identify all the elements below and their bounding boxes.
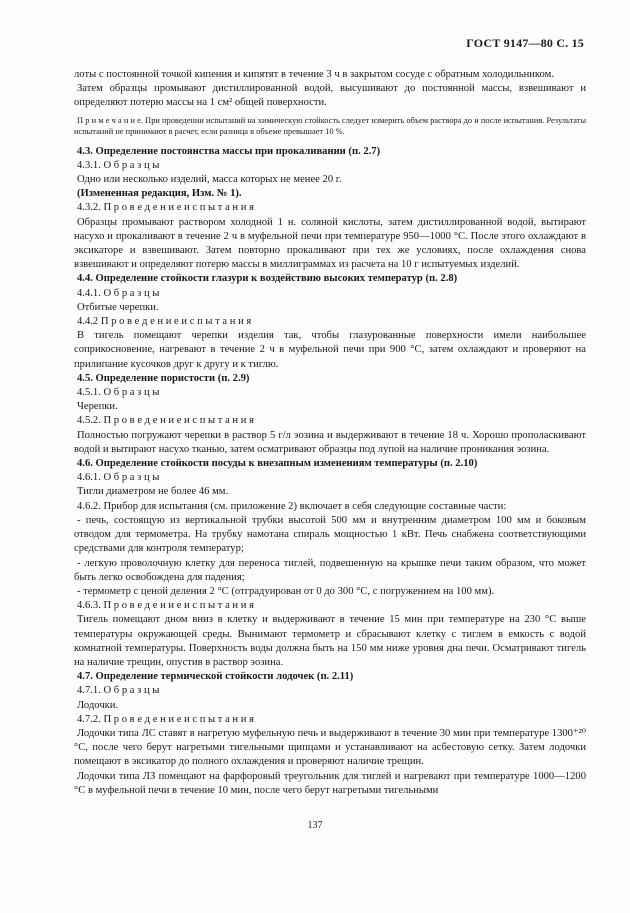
- paragraph: Одно или несколько изделий, масса которых не менее 20 г.: [77, 174, 342, 186]
- paragraph: В тигель помещают черепки изделия так, чтобы глазурованные поверхности имели наибольшее соприкосновение, нагревают в течение 2 ч в муфельной печи при 900 °С, затем охлаждают и проверяют на прилипание кусочков друг к другу и к тиглю.: [74, 330, 586, 370]
- paragraph: 4.7.1. О б р а з ц ы: [77, 685, 160, 697]
- paragraph: 4.6.3. П р о в е д е н и е и с п ы т а н и я: [77, 600, 254, 612]
- paragraph: - термометр с ценой деления 2 °С (отградуирован от 0 до 300 °С, с погружением на 100 мм).: [77, 585, 495, 597]
- paragraph: Отбитые черепки.: [77, 301, 159, 313]
- paragraph: 4.5. Определение пористости (п. 2.9): [77, 372, 250, 384]
- paragraph: П р и м е ч а н и е. При проведении испытаний на химическую стойкость следует измерить объем раствора до и после испытания. Результаты испытаний не принимают в расчет, если разница в объеме превышает 10 %.: [74, 115, 586, 136]
- paragraph: 4.7.2. П р о в е д е н и е и с п ы т а н и я: [77, 713, 254, 725]
- paragraph: 4.6.2. Прибор для испытания (см. приложение 2) включает в себя следующие составные части:: [77, 500, 507, 512]
- paragraph: Черепки.: [77, 401, 118, 413]
- paragraph: Тигель помещают дном вниз в клетку и выдерживают в течение 15 мин при температуре на 230 °С выше температуры окружающей среды. Вынимают термометр и сбрасывают клетку с тиглем в емкость с водой комнатной температуры. Поверхность воды должна быть на 150 мм ниже уровня дна печи. Осматривают тигель на наличие трещин, опустив в раствор эозина.: [74, 614, 586, 668]
- paragraph: - легкую проволочную клетку для переноса тиглей, подвешенную на крышке печи таким образом, что может быть легко освобождена для падения;: [74, 557, 586, 583]
- paragraph: 4.6. Определение стойкости посуды к внезапным изменениям температуры (п. 2.10): [77, 458, 478, 470]
- paragraph: Лодочки типа ЛС ставят в нагретую муфельную печь и выдерживают в течение 30 мин при температуре 1300⁺²⁰ °С, после чего берут нагретыми тигельными щипцами и устанавливают на асбестовую сетку. Затем лодочки помещают в эксикатор до полного охлаждения и проверяют наличие трещин.: [74, 727, 586, 768]
- paragraph: Полностью погружают черепки в раствор 5 г/л эозина и выдерживают в течение 18 ч. Хорошо прополаскивают водой и вытирают насухо тканью, затем осматривают образцы под лупой на наличие проникания эозина.: [74, 429, 586, 455]
- paragraph: 4.7. Определение термической стойкости лодочек (п. 2.11): [77, 671, 354, 683]
- paragraph: 4.4.2 П р о в е д е н и е и с п ы т а н и я: [77, 316, 252, 328]
- paragraph: 4.3. Определение постоянства массы при прокаливании (п. 2.7): [77, 145, 381, 157]
- page-header: ГОСТ 9147—80 С. 15: [466, 36, 584, 50]
- paragraph: 4.5.2. П р о в е д е н и е и с п ы т а н и я: [77, 415, 254, 427]
- paragraph: - печь, состоящую из вертикальной трубки высотой 500 мм и внутренним диаметром 100 мм и боковым отводом для термометра. На трубку намотана спираль мощностью 1 кВт. Печь снабжена соответствующими средствами для контроля температур;: [74, 514, 586, 555]
- paragraph: 4.6.1. О б р а з ц ы: [77, 472, 160, 484]
- paragraph: Лодочки.: [77, 699, 119, 711]
- paragraph: 4.3.2. П р о в е д е н и е и с п ы т а н и я: [77, 202, 254, 214]
- paragraph: лоты с постоянной точкой кипения и кипятят в течение 3 ч в закрытом сосуде с обратным холодильником.: [74, 69, 554, 80]
- paragraph: 4.4. Определение стойкости глазури к воздействию высоких температур (п. 2.8): [77, 273, 458, 285]
- page-number: 137: [307, 820, 323, 831]
- paragraph: 4.5.1. О б р а з ц ы: [77, 387, 160, 399]
- document-body: [74, 68, 586, 798]
- paragraph: 4.3.1. О б р а з ц ы: [77, 159, 160, 171]
- paragraph: Лодочки типа ЛЗ помещают на фарфоровый треугольник для тиглей и нагревают при температуре 1000—1200 °С в муфельной печи в течение 10 мин, после чего берут нагретыми тигельными: [74, 770, 586, 796]
- paragraph: 4.4.1. О б р а з ц ы: [77, 287, 160, 299]
- paragraph: Затем образцы промывают дистиллированной водой, высушивают до постоянной массы, взвешивают и определяют потерю массы на 1 см² общей поверхности.: [74, 83, 586, 109]
- paragraph: Образцы промывают раствором холодной 1 н. соляной кислоты, затем дистиллированной водой, вытирают насухо и прокаливают в течение 2 ч в муфельной печи при температуре 950—1000 °С. После этого охлаждают в эксикаторе и взвешивают. Затем повторно прокаливают при тех же условиях, после охлаждения снова взвешивают и определяют потерю массы в миллиграммах из расчета на 10 г испытуемых изделий.: [74, 216, 586, 271]
- paragraph: Тигли диаметром не более 46 мм.: [77, 486, 229, 498]
- paragraph: (Измененная редакция, Изм. № 1).: [77, 188, 242, 200]
